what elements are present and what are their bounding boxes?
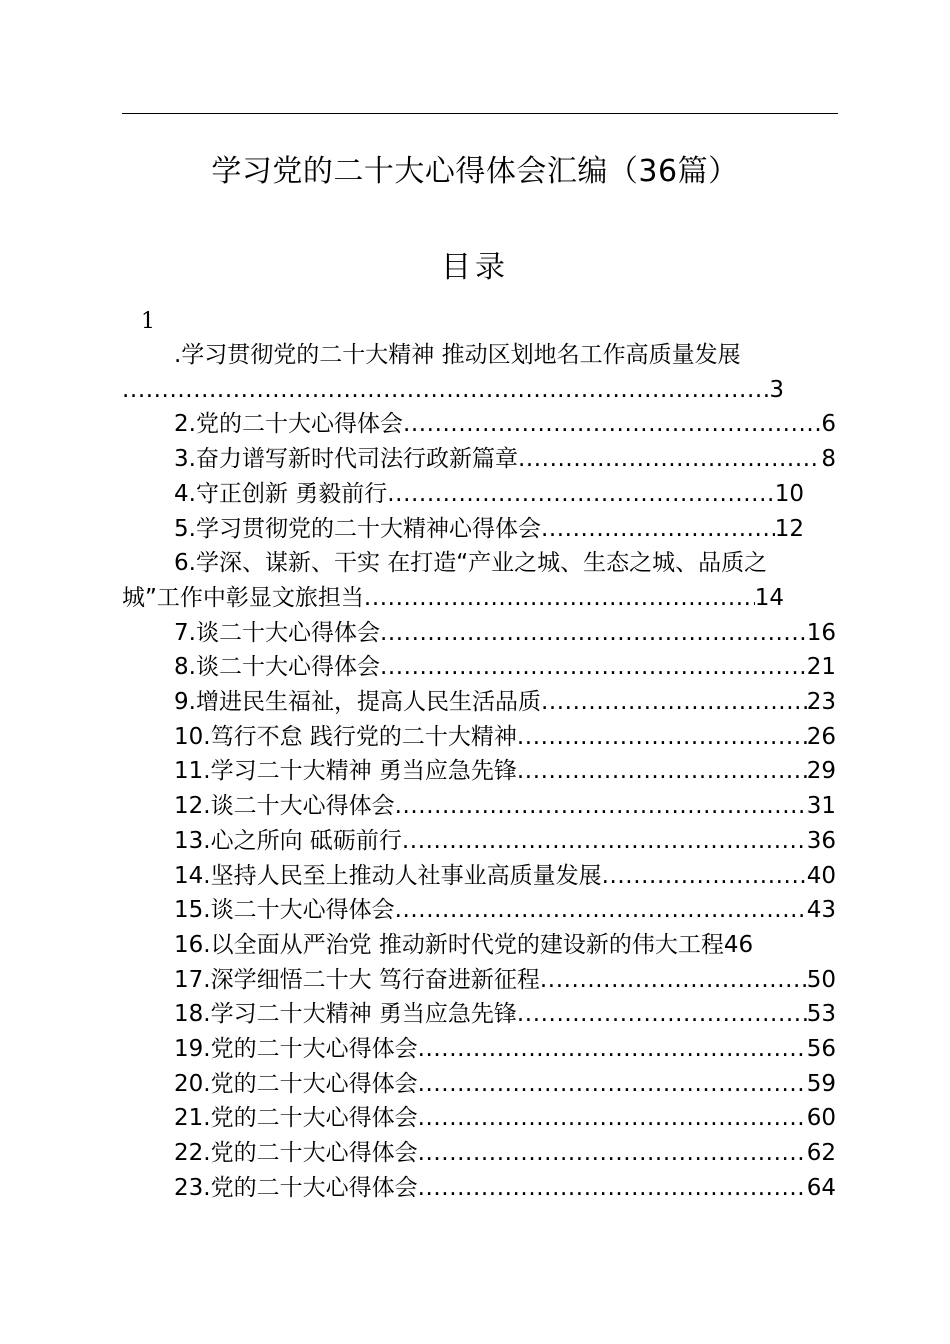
toc-page-number: 50 — [806, 966, 836, 993]
toc-entry-title-line — [122, 546, 838, 581]
dot-leader — [418, 1101, 807, 1136]
toc-entry[interactable] — [122, 997, 836, 1032]
toc-entry[interactable] — [122, 407, 836, 442]
toc-entry[interactable] — [122, 1032, 836, 1067]
dot-leader — [602, 859, 807, 894]
toc-entry-title: 13.心之所向 砥砺前行 — [174, 827, 402, 854]
dot-leader — [395, 893, 807, 928]
toc-entry-title: 12.谈二十大心得体会 — [174, 793, 395, 820]
toc-entry-title: 7.谈二十大心得体会 — [174, 619, 380, 646]
toc-entry-title: 10.笃行不怠 践行党的二十大精神 — [174, 723, 517, 750]
toc-entry[interactable] — [122, 928, 838, 963]
toc-entry[interactable] — [122, 893, 836, 928]
toc-page-number: 36 — [806, 827, 836, 854]
toc-entry-title: 22.党的二十大心得体会 — [174, 1140, 418, 1167]
dot-leader — [387, 477, 774, 512]
toc-entry-title: 2.党的二十大心得体会 — [174, 411, 403, 438]
toc-entry[interactable] — [122, 546, 838, 615]
dot-leader — [418, 1067, 807, 1102]
toc-page-number: 29 — [806, 758, 836, 785]
toc-entry-title: 19.党的二十大心得体会 — [174, 1036, 418, 1063]
toc-entry-title: 11.学习二十大精神 勇当应急先锋 — [174, 758, 517, 785]
toc-page-number: 14 — [754, 584, 784, 611]
toc-entry-title-continued: 城”工作中彰显文旅担当 — [122, 584, 364, 611]
dot-leader — [517, 754, 807, 789]
toc-page-number: 16 — [806, 619, 836, 646]
toc-entry[interactable] — [122, 789, 836, 824]
dot-leader — [418, 1032, 807, 1067]
dot-leader — [541, 512, 775, 547]
toc-entry-title: 17.深学细悟二十大 笃行奋进新征程 — [174, 966, 540, 993]
toc-entry[interactable] — [122, 685, 836, 720]
toc-entry-title: 23.党的二十大心得体会 — [174, 1174, 418, 1201]
dot-leader — [418, 1136, 807, 1171]
dot-leader — [518, 442, 821, 477]
toc-heading: 目录 — [441, 250, 509, 285]
toc-entry-title: 3.奋力谱写新时代司法行政新篇章 — [174, 446, 518, 473]
toc-page-number: 8 — [821, 446, 836, 473]
toc-page-number: 62 — [806, 1140, 836, 1167]
toc-entry-title: 5.学习贯彻党的二十大精神心得体会 — [174, 515, 541, 542]
toc-entry[interactable] — [122, 1101, 836, 1136]
toc-entry-title: 18.学习二十大精神 勇当应急先锋 — [174, 1001, 517, 1028]
toc-page-number: 12 — [774, 515, 804, 542]
toc-page-number: 56 — [806, 1036, 836, 1063]
toc-entry-title: .学习贯彻党的二十大精神 推动区划地名工作高质量发展 — [174, 342, 741, 368]
dot-leader — [517, 997, 807, 1032]
toc-page-number: 40 — [806, 862, 836, 889]
toc-page-number: 43 — [806, 897, 836, 924]
toc-entry-leader-line — [122, 373, 784, 408]
document-title: 学习党的二十大心得体会汇编（36篇） — [211, 154, 739, 189]
toc-entry-title: 8.谈二十大心得体会 — [174, 654, 380, 681]
toc-page-number: 6 — [821, 411, 836, 438]
dot-leader — [380, 616, 807, 651]
toc-entry[interactable] — [122, 1171, 836, 1206]
toc-entry-title: 14.坚持人民至上推动人社事业高质量发展 — [174, 862, 602, 889]
dot-leader — [122, 373, 769, 408]
toc-page-number: 23 — [806, 689, 836, 716]
table-of-contents — [122, 338, 838, 1206]
dot-leader — [402, 824, 807, 859]
toc-entry-title: 16.以全面从严治党 推动新时代党的建设新的伟大工程 — [174, 931, 724, 958]
toc-entry[interactable] — [122, 1067, 836, 1102]
toc-entry[interactable] — [122, 650, 836, 685]
toc-entry[interactable] — [122, 442, 836, 477]
stray-number: 1 — [141, 309, 155, 334]
toc-page-number: 31 — [806, 793, 836, 820]
toc-entry[interactable] — [122, 824, 836, 859]
toc-entry-title: 15.谈二十大心得体会 — [174, 897, 395, 924]
toc-entry-title: 21.党的二十大心得体会 — [174, 1105, 418, 1132]
toc-entry-title: 9.增进民生福祉，提高人民生活品质 — [174, 689, 541, 716]
toc-entry[interactable] — [122, 963, 836, 998]
dot-leader — [364, 581, 755, 616]
toc-entry[interactable] — [122, 720, 836, 755]
toc-page-number: 59 — [806, 1070, 836, 1097]
toc-entry-title: 20.党的二十大心得体会 — [174, 1070, 418, 1097]
toc-page-number: 60 — [806, 1105, 836, 1132]
toc-entry-title: 4.守正创新 勇毅前行 — [174, 480, 388, 507]
toc-page-number: 3 — [769, 376, 784, 403]
toc-page-number: 10 — [774, 480, 804, 507]
dot-leader — [517, 720, 807, 755]
dot-leader — [380, 650, 807, 685]
toc-entry[interactable] — [122, 1136, 836, 1171]
toc-page-number: 21 — [806, 654, 836, 681]
dot-leader — [395, 789, 807, 824]
toc-page-number: 64 — [806, 1174, 836, 1201]
toc-page-number: 26 — [806, 723, 836, 750]
toc-entry-title: 6.学深、谋新、干实 在打造“产业之城、生态之城、品质之 — [174, 550, 768, 577]
toc-entry[interactable] — [122, 754, 836, 789]
dot-leader — [403, 407, 821, 442]
toc-page-number: 53 — [806, 1001, 836, 1028]
toc-entry[interactable] — [122, 616, 836, 651]
toc-entry-leader-line — [122, 581, 784, 616]
dot-leader — [418, 1171, 807, 1206]
toc-entry[interactable] — [122, 477, 804, 512]
header-rule — [122, 113, 838, 114]
toc-entry-title-line — [122, 338, 838, 373]
toc-entry[interactable] — [122, 512, 804, 547]
toc-entry[interactable] — [122, 338, 838, 407]
toc-page-number: 46 — [723, 931, 754, 958]
dot-leader — [541, 685, 807, 720]
dot-leader — [540, 963, 807, 998]
toc-entry[interactable] — [122, 859, 836, 894]
